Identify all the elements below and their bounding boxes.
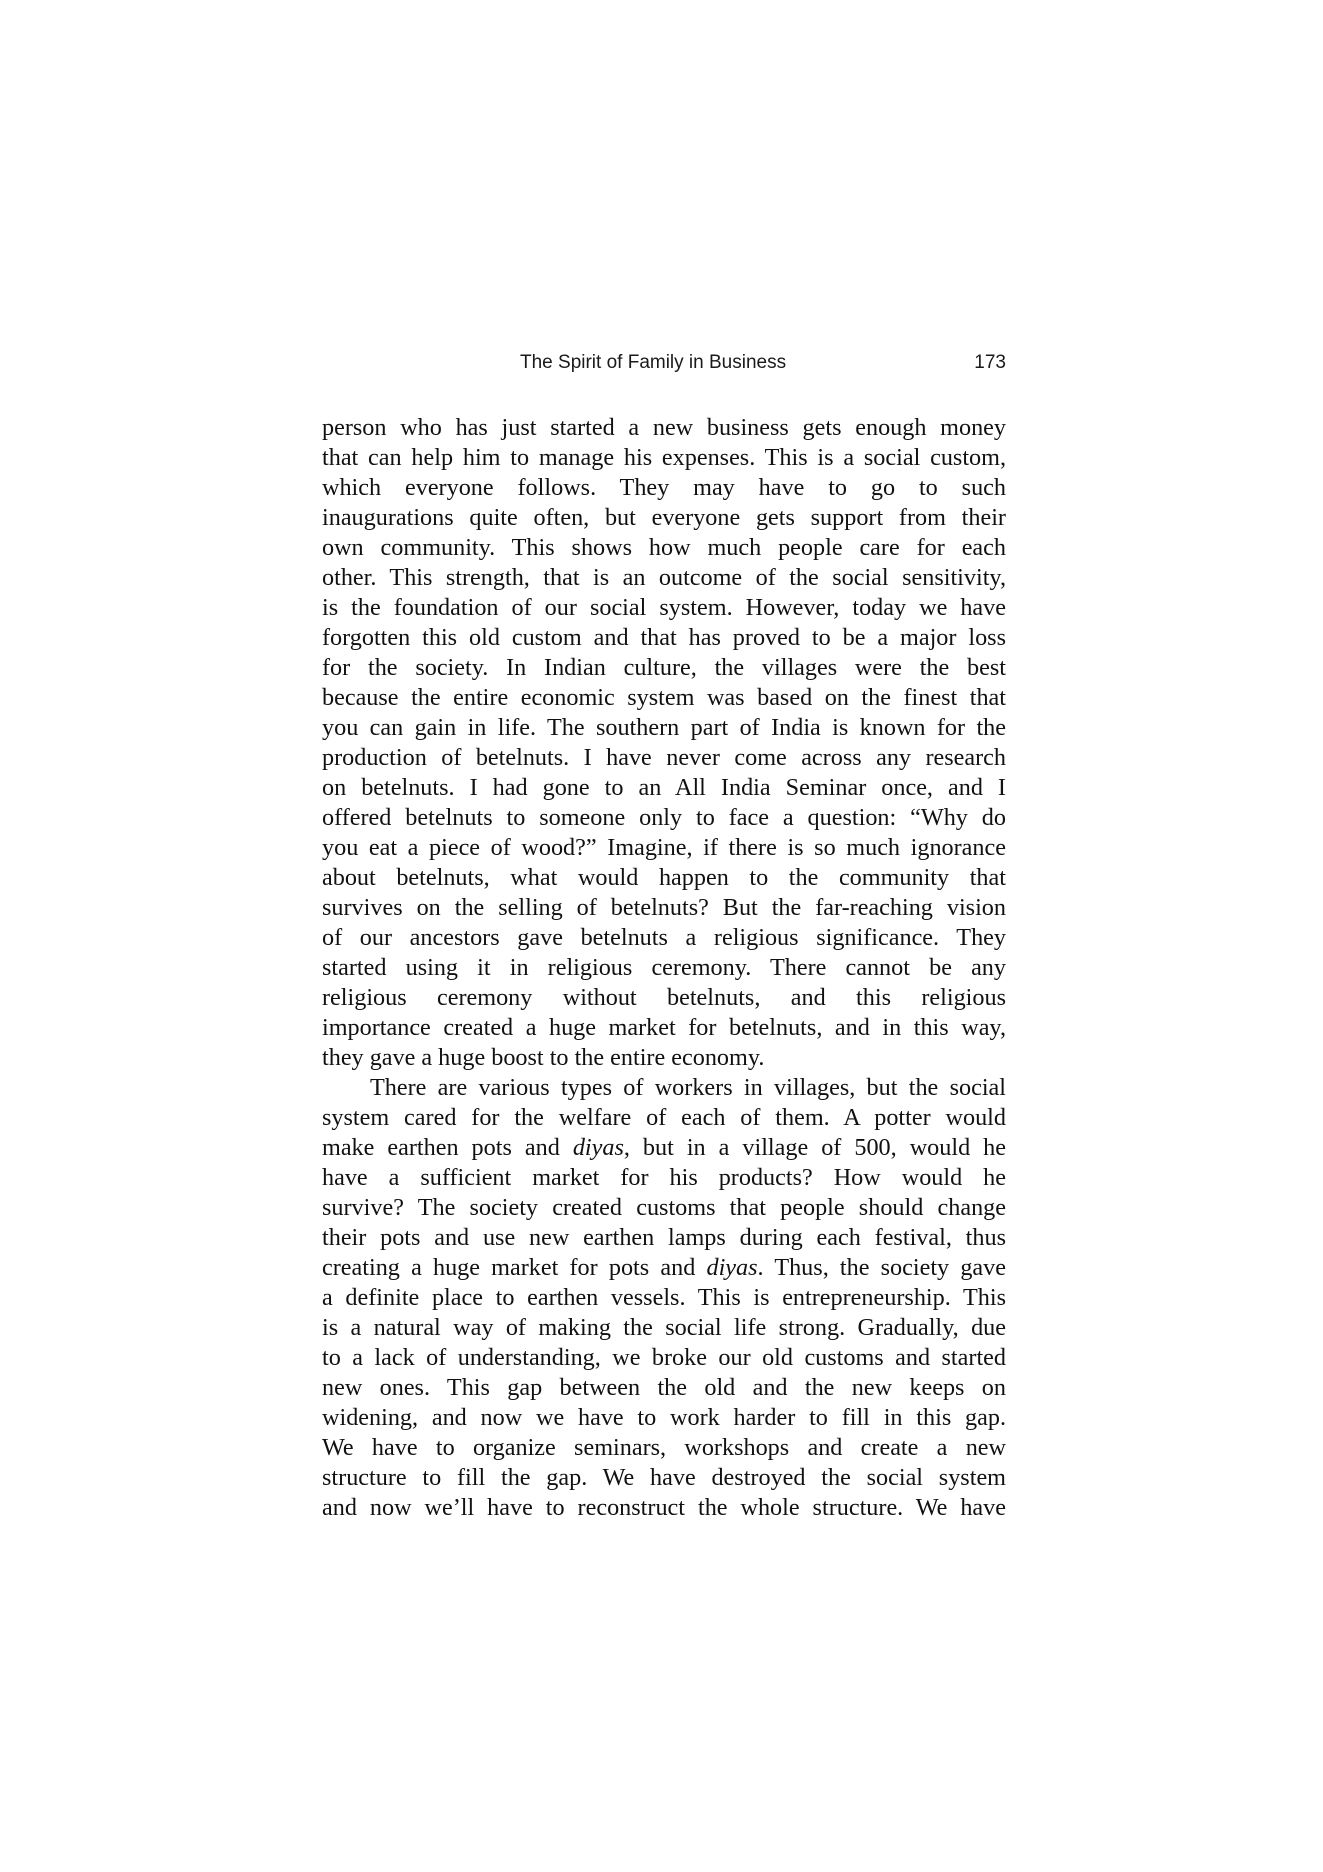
text-line: started using it in religious ceremony. There cannot be any: [322, 954, 1006, 981]
text-run: . Thus, the society gave: [757, 1254, 1006, 1281]
text-line: their pots and use new earthen lamps during each festival, thus: [322, 1224, 1006, 1251]
text-line: religious ceremony without betelnuts, and this religious: [322, 984, 1006, 1011]
text-line: that can help him to manage his expenses. This is a social custom,: [322, 444, 1006, 471]
text-line: system cared for the welfare of each of them. A potter would: [322, 1104, 1006, 1131]
text-line: importance created a huge market for betelnuts, and in this way,: [322, 1014, 1006, 1041]
text-line: widening, and now we have to work harder to fill in this gap.: [322, 1404, 1006, 1431]
text-line: structure to fill the gap. We have destroyed the social system: [322, 1464, 1006, 1491]
text-line: to a lack of understanding, we broke our old customs and started: [322, 1344, 1006, 1371]
text-line: offered betelnuts to someone only to face a question: “Why do: [322, 804, 1006, 831]
paragraph-2: [322, 1073, 1006, 1523]
text-line: a definite place to earthen vessels. This is entrepreneurship. This: [322, 1284, 1006, 1311]
text-line: forgotten this old custom and that has proved to be a major loss: [322, 624, 1006, 651]
text-line: of our ancestors gave betelnuts a religious significance. They: [322, 924, 1006, 951]
text-line: about betelnuts, what would happen to the community that: [322, 864, 1006, 891]
page-number: 173: [974, 352, 1006, 373]
italic-term: diyas: [706, 1254, 758, 1281]
text-run: creating a huge market for pots and: [322, 1254, 707, 1281]
text-line: [322, 1253, 1006, 1283]
text-line: on betelnuts. I had gone to an All India Seminar once, and I: [322, 774, 1006, 801]
text-run: , but in a village of 500, would he: [623, 1134, 1006, 1161]
text-line: and now we’ll have to reconstruct the whole structure. We have: [322, 1494, 1006, 1521]
running-title: The Spirit of Family in Business: [520, 352, 787, 373]
text-line: [322, 1133, 1006, 1163]
running-header: [322, 352, 1006, 382]
text-line: they gave a huge boost to the entire economy.: [322, 1044, 765, 1071]
text-line: is a natural way of making the social life strong. Gradually, due: [322, 1314, 1006, 1341]
text-line: inaugurations quite often, but everyone gets support from their: [322, 504, 1006, 531]
text-line: There are various types of workers in villages, but the social: [370, 1074, 1006, 1101]
text-line: person who has just started a new business gets enough money: [322, 414, 1006, 441]
text-line: you can gain in life. The southern part of India is known for the: [322, 714, 1006, 741]
paragraph-1: [322, 413, 1006, 1073]
text-line: because the entire economic system was based on the finest that: [322, 684, 1006, 711]
body-text: [322, 413, 1006, 1523]
text-line: is the foundation of our social system. However, today we have: [322, 594, 1006, 621]
text-line: production of betelnuts. I have never come across any research: [322, 744, 1006, 771]
text-line: have a sufficient market for his products? How would he: [322, 1164, 1006, 1191]
text-line: for the society. In Indian culture, the villages were the best: [322, 654, 1006, 681]
italic-term: diyas: [572, 1134, 624, 1161]
text-line: new ones. This gap between the old and the new keeps on: [322, 1374, 1006, 1401]
text-line: you eat a piece of wood?” Imagine, if there is so much ignorance: [322, 834, 1006, 861]
text-line: which everyone follows. They may have to go to such: [322, 474, 1006, 501]
text-line: We have to organize seminars, workshops and create a new: [322, 1434, 1006, 1461]
text-line: survive? The society created customs that people should change: [322, 1194, 1006, 1221]
text-line: own community. This shows how much people care for each: [322, 534, 1006, 561]
text-line: survives on the selling of betelnuts? But the far-reaching vision: [322, 894, 1006, 921]
text-line: other. This strength, that is an outcome of the social sensitivity,: [322, 564, 1006, 591]
text-run: make earthen pots and: [322, 1134, 573, 1161]
